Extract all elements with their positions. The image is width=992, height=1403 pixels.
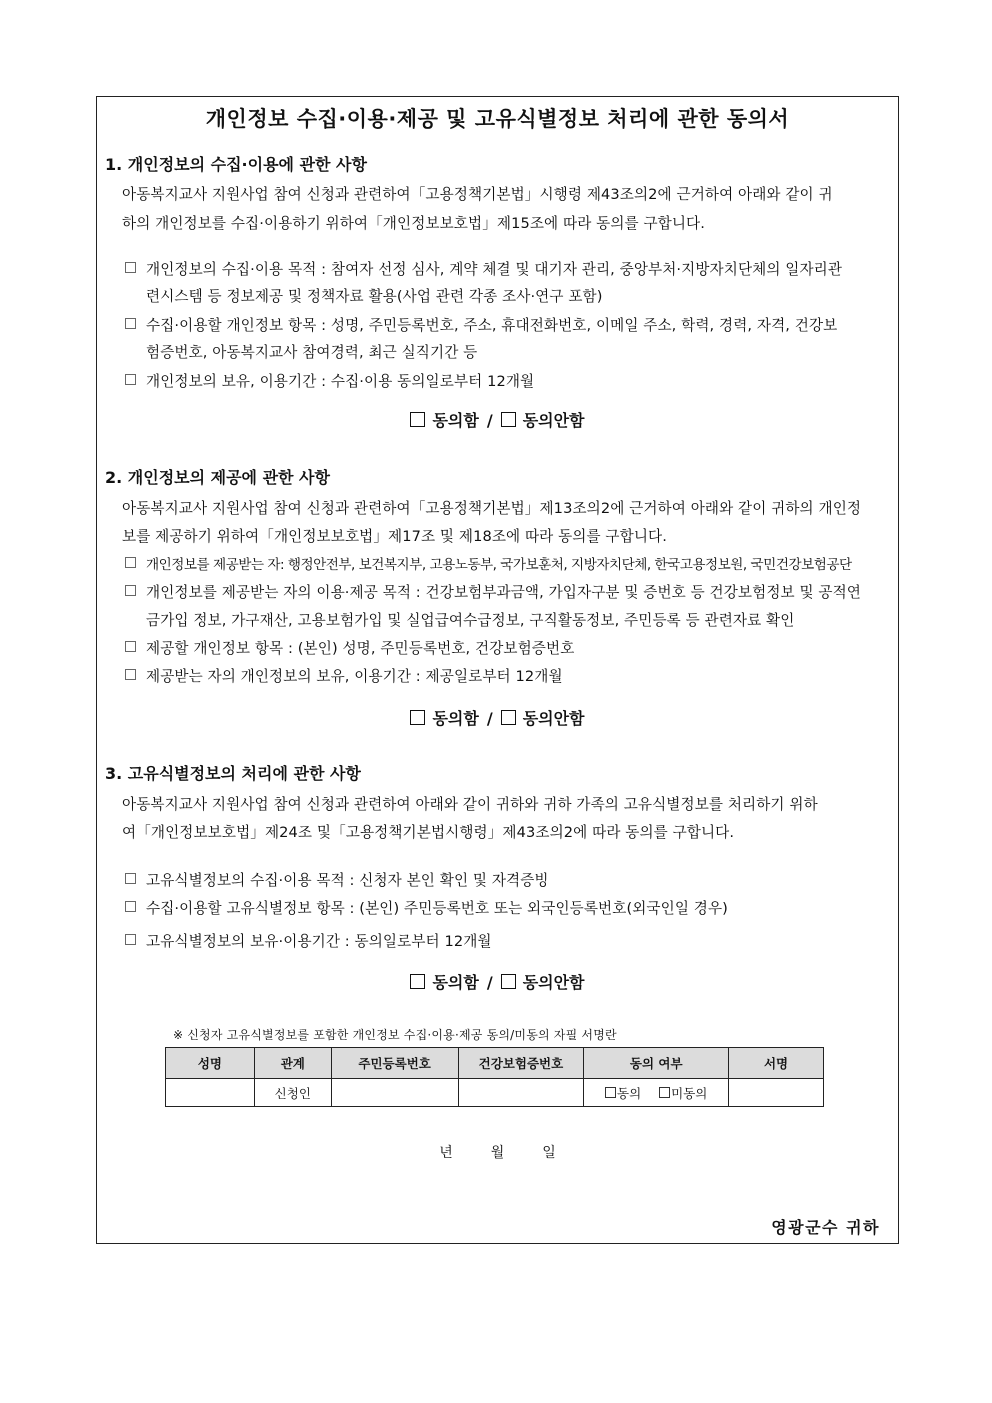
bullet-square-icon: [125, 934, 136, 945]
month-label: 월: [490, 1145, 505, 1161]
disagree-checkbox[interactable]: [659, 1087, 670, 1098]
section-3-intro-line-1: 아동복지교사 지원사업 참여 신청과 관련하여 아래와 같이 귀하와 귀하 가족의 고유식별정보를 처리하기 위하: [122, 796, 818, 813]
section-2-consent: 동의함 / 동의안함: [97, 706, 898, 729]
section-1-item-1-cont: 련시스템 등 정보제공 및 정책자료 활용(사업 관련 각종 조사·연구 포함): [146, 288, 603, 305]
signature-table: [165, 1047, 824, 1107]
disagree-checkbox[interactable]: [501, 974, 516, 989]
date-line: [97, 1142, 898, 1162]
section-1-intro-line-2: 하의 개인정보를 수집·이용하기 위하여「개인정보보호법」제15조에 따라 동의를 구합니다.: [122, 215, 705, 232]
section-2-item-4: 제공받는 자의 개인정보의 보유, 이용기간 : 제공일로부터 12개월: [125, 665, 563, 686]
bullet-square-icon: [125, 901, 136, 912]
agree-checkbox[interactable]: [410, 412, 425, 427]
section-1-item-1: 개인정보의 수집·이용 목적 : 참여자 선정 심사, 계약 체결 및 대기자 관리, 중앙부처·지방자치단체의 일자리관: [125, 258, 842, 279]
page-title: 개인정보 수집·이용·제공 및 고유식별정보 처리에 관한 동의서: [205, 107, 790, 131]
agree-checkbox[interactable]: [605, 1087, 616, 1098]
section-3-item-2: 수집·이용할 고유식별정보 항목 : (본인) 주민등록번호 또는 외국인등록번호(외국인일 경우): [125, 897, 728, 918]
bullet-square-icon: [125, 262, 136, 273]
section-3-item-1: 고유식별정보의 수집·이용 목적 : 신청자 본인 확인 및 자격증빙: [125, 869, 549, 890]
section-3-heading: 3. 고유식별정보의 처리에 관한 사항: [105, 764, 361, 783]
consent-form: [96, 96, 899, 1244]
section-2-item-2: 개인정보를 제공받는 자의 이용·제공 목적 : 건강보험부과금액, 가입자구분 및 증번호 등 건강보험정보 및 공적연: [125, 581, 861, 602]
header-name: 성명: [166, 1048, 255, 1079]
section-2-item-3: 제공할 개인정보 항목 : (본인) 성명, 주민등록번호, 건강보험증번호: [125, 637, 574, 658]
section-1-consent: 동의함 / 동의안함: [97, 408, 898, 431]
bullet-square-icon: [125, 557, 136, 568]
signature-table-header: [166, 1048, 824, 1079]
agree-checkbox[interactable]: [410, 974, 425, 989]
section-2-heading: 2. 개인정보의 제공에 관한 사항: [105, 468, 330, 487]
year-label: 년: [439, 1145, 453, 1161]
header-relation: 관계: [254, 1048, 331, 1079]
bullet-square-icon: [125, 585, 136, 596]
section-2-intro-line-2: 보를 제공하기 위하여「개인정보보호법」제17조 및 제18조에 따라 동의를 구합니다.: [122, 528, 667, 545]
addressee: 영광군수 귀하: [771, 1218, 880, 1237]
section-1-item-2: 수집·이용할 개인정보 항목 : 성명, 주민등록번호, 주소, 휴대전화번호, 이메일 주소, 학력, 경력, 자격, 건강보: [125, 314, 837, 335]
bullet-square-icon: [125, 318, 136, 329]
bullet-square-icon: [125, 374, 136, 385]
bullet-square-icon: [125, 873, 136, 884]
rrn-cell[interactable]: [331, 1079, 458, 1107]
day-label: 일: [542, 1145, 556, 1161]
disagree-checkbox[interactable]: [501, 412, 516, 427]
bullet-square-icon: [125, 641, 136, 652]
section-1-item-2-cont: 험증번호, 아동복지교사 참여경력, 최근 실직기간 등: [146, 344, 478, 361]
table-row: [166, 1079, 824, 1107]
agree-checkbox[interactable]: [410, 710, 425, 725]
section-2-item-2-cont: 금가입 정보, 가구재산, 고용보험가입 및 실업급여수급정보, 구직활동정보, 주민등록 등 관련자료 확인: [146, 612, 795, 629]
signature-note: ※ 신청자 고유식별정보를 포함한 개인정보 수집·이용·제공 동의/미동의 자필 서명란: [173, 1028, 617, 1042]
signature-cell[interactable]: [729, 1079, 824, 1107]
section-2-intro-line-1: 아동복지교사 지원사업 참여 신청과 관련하여「고용정책기본법」제13조의2에 근거하여 아래와 같이 귀하의 개인정: [122, 500, 862, 517]
header-rrn: 주민등록번호: [331, 1048, 458, 1079]
header-consent: 동의 여부: [584, 1048, 729, 1079]
header-signature: 서명: [729, 1048, 824, 1079]
relation-cell: 신청인: [254, 1079, 331, 1107]
section-1-heading: 1. 개인정보의 수집·이용에 관한 사항: [105, 155, 367, 174]
disagree-checkbox[interactable]: [501, 710, 516, 725]
header-health-no: 건강보험증번호: [458, 1048, 584, 1079]
section-1-item-3: 개인정보의 보유, 이용기간 : 수집·이용 동의일로부터 12개월: [125, 370, 534, 391]
name-cell[interactable]: [166, 1079, 255, 1107]
section-1-intro-line-1: 아동복지교사 지원사업 참여 신청과 관련하여「고용정책기본법」시행령 제43조의2에 근거하여 아래와 같이 귀: [122, 186, 833, 203]
health-no-cell[interactable]: [458, 1079, 584, 1107]
section-3-intro-line-2: 여「개인정보보호법」제24조 및「고용정책기본법시행령」제43조의2에 따라 동의를 구합니다.: [122, 824, 735, 841]
section-3-consent: 동의함 / 동의안함: [97, 970, 898, 993]
section-2-item-1: 개인정보를 제공받는 자: 행정안전부, 보건복지부, 고용노동부, 국가보훈처, 지방자치단체, 한국고용정보원, 국민건강보험공단: [125, 553, 852, 573]
section-3-item-3: 고유식별정보의 보유·이용기간 : 동의일로부터 12개월: [125, 930, 492, 951]
bullet-square-icon: [125, 669, 136, 680]
consent-cell: 동의 미동의: [584, 1079, 729, 1107]
